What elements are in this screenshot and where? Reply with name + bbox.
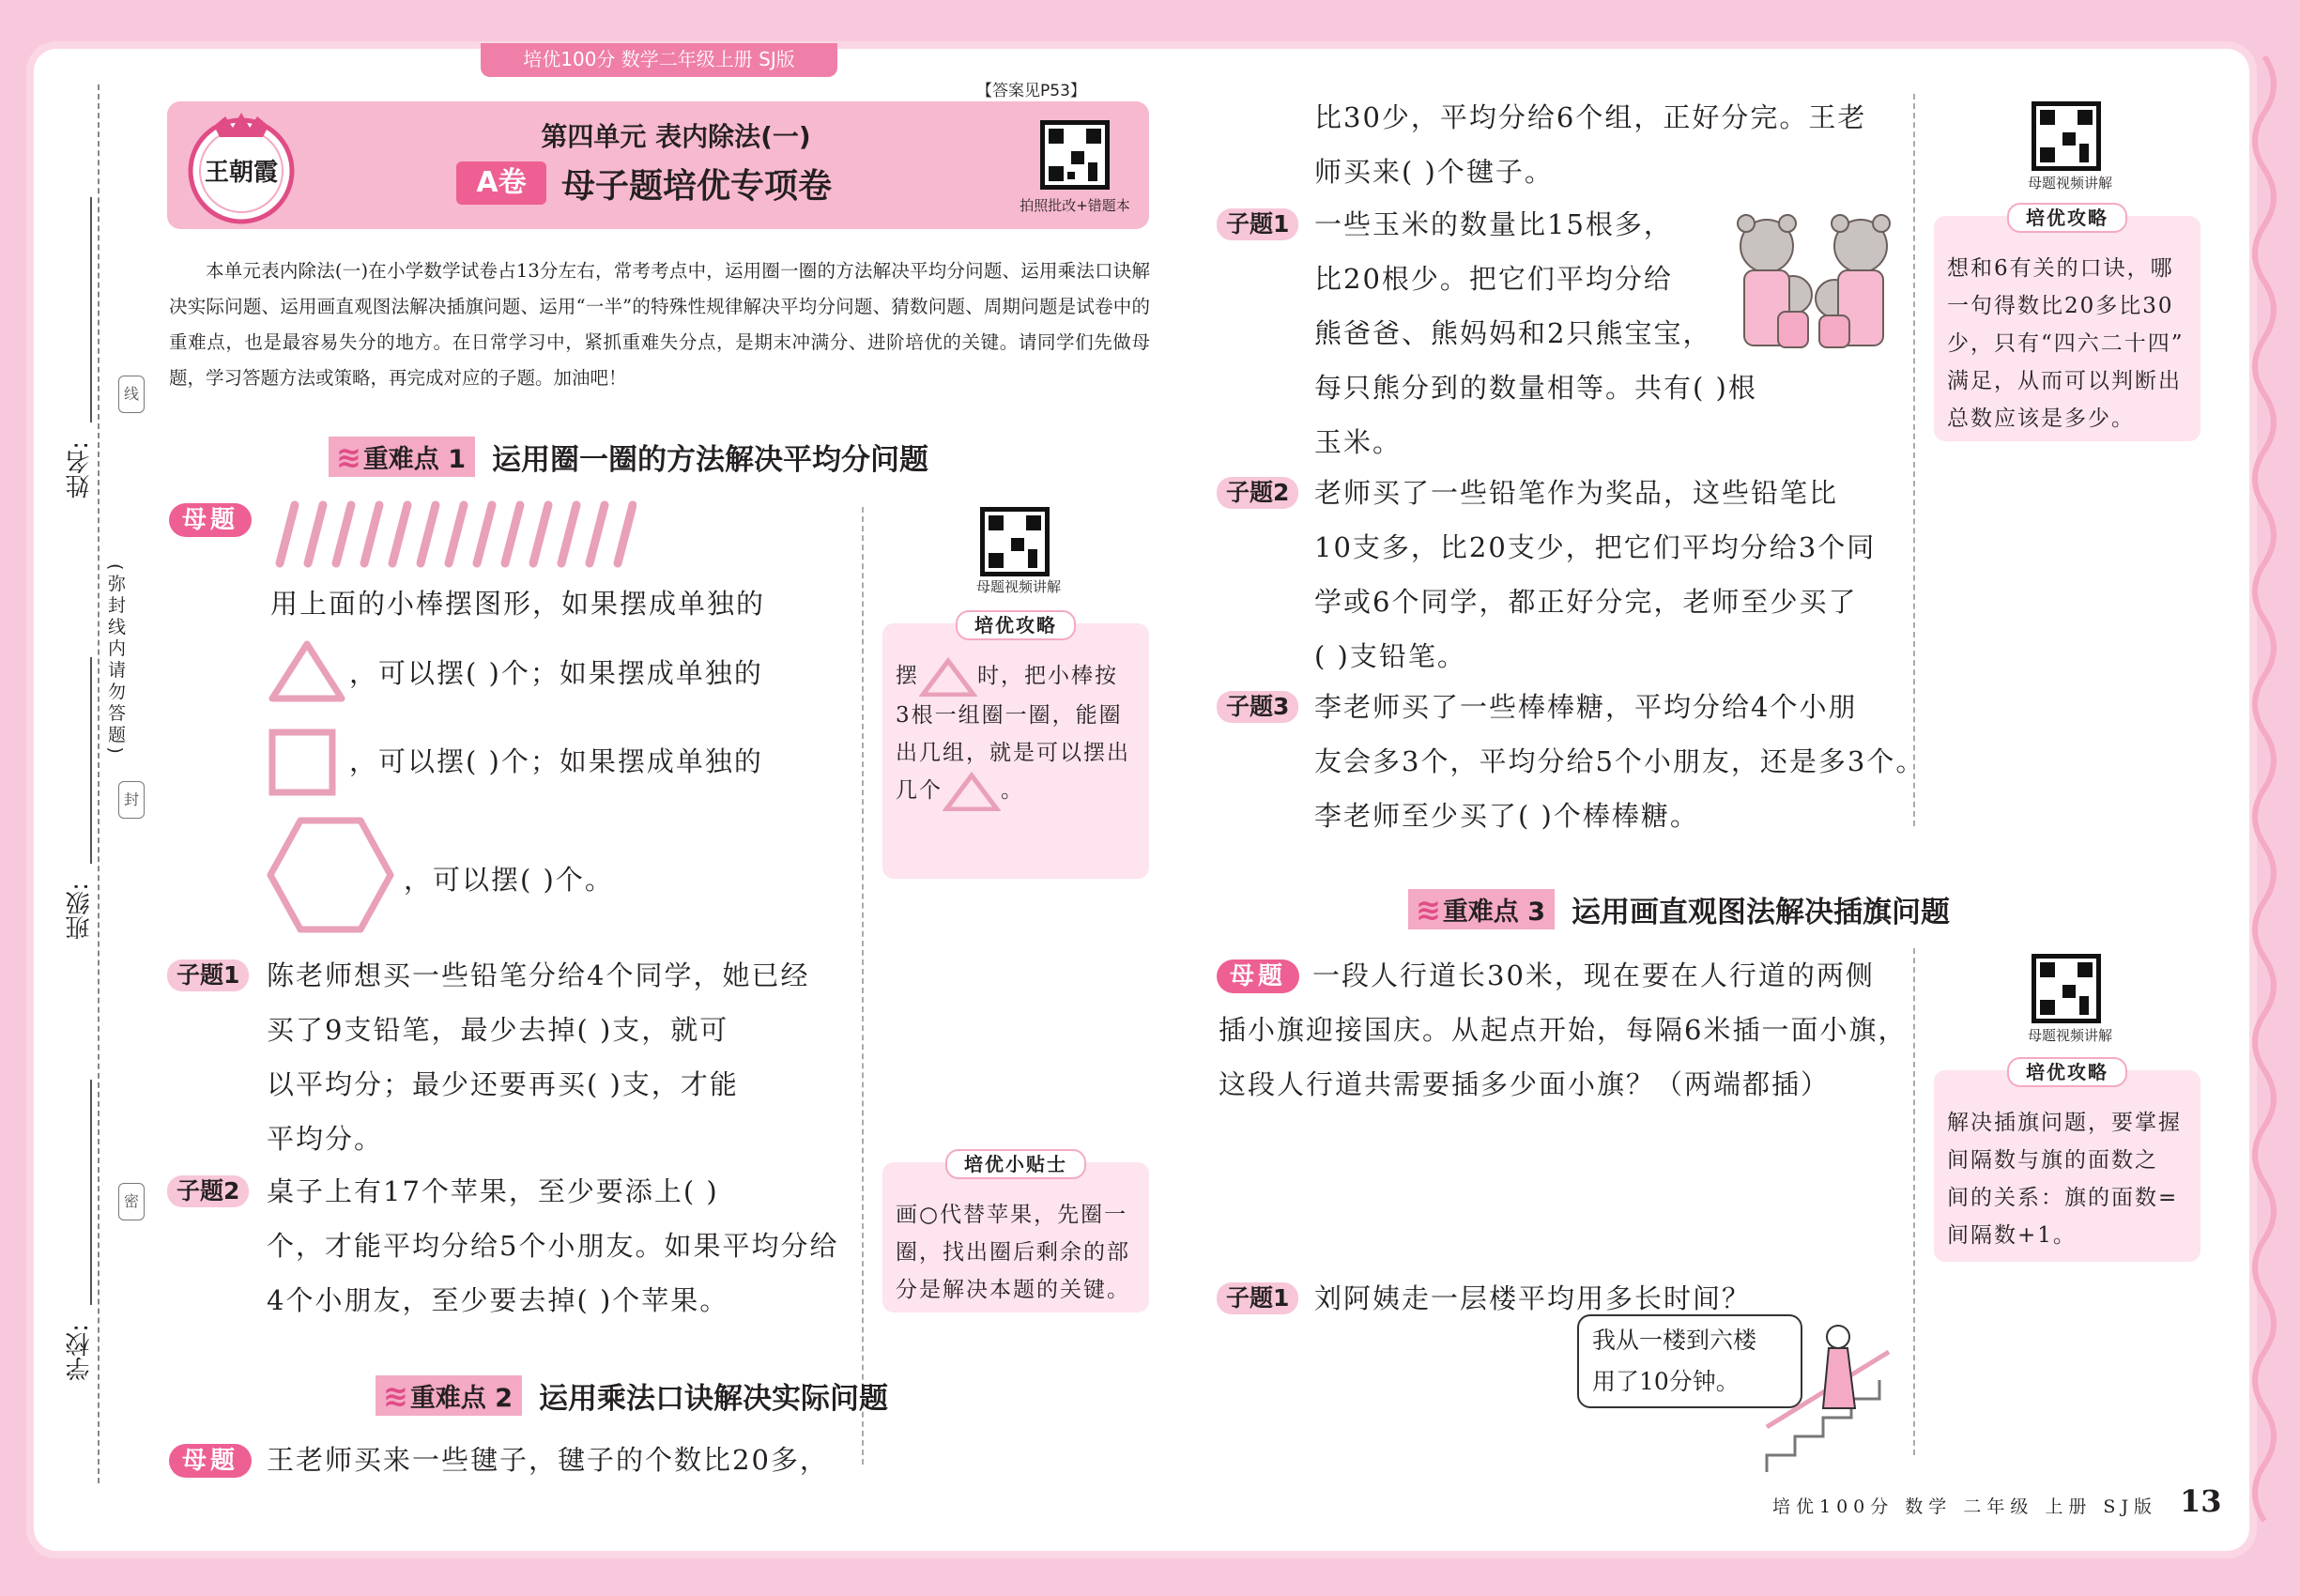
bubble-line: 用了10分钟。	[1592, 1368, 1740, 1395]
tip-line: 一句得数比20多比30	[1947, 294, 2174, 318]
column-divider	[862, 507, 864, 1465]
question-text: 插小旗迎接国庆。从起点开始，每隔6米插一面小旗，	[1219, 1014, 1908, 1046]
school-label: 学校:	[66, 1324, 94, 1381]
wavy-border	[2246, 56, 2283, 1540]
question-text: 一些玉米的数量比15根多，	[1314, 208, 1673, 240]
qr-caption-top: 拍照批改+错题本	[1020, 197, 1130, 214]
question-text: 学或6个同学，都正好分完，老师至少买了	[1314, 586, 1858, 618]
question-text: 刘阿姨走一层楼平均用多长时间？	[1314, 1282, 1752, 1314]
header-tab: 培优100分 数学二年级上册 SJ版	[481, 43, 837, 77]
tip-line: 间隔数+1。	[1947, 1223, 2077, 1248]
sub-question-label: 子题1	[167, 959, 249, 991]
question-text: 这段人行道共需要插多少面小旗？（两端都插）	[1219, 1068, 1831, 1100]
page-number: 13	[2180, 1483, 2222, 1519]
class-blank	[90, 657, 92, 864]
question-text: 老师买了一些铅笔作为奖品，这些铅笔比	[1314, 477, 1839, 509]
question-text: 桌子上有17个苹果，至少要添上( )	[267, 1175, 719, 1207]
answer-reference: 【答案见P53】	[976, 82, 1086, 100]
mother-question-label: 母题	[169, 1444, 252, 1478]
tip-line: 分是解决本题的关键。	[896, 1278, 1130, 1302]
tip-line: 3根一组圈一圈，能圈	[896, 703, 1123, 728]
question-text: 比30少，平均分给6个组，正好分完。王老	[1314, 101, 1867, 133]
question-text: 10支多，比20支少，把它们平均分给3个同	[1314, 531, 1877, 563]
tip-line: 总数应该是多少。	[1947, 407, 2135, 431]
sub-question-label: 子题2	[1217, 477, 1298, 509]
tip-box	[1934, 1061, 2200, 1262]
section-title: 运用画直观图法解决插旗问题	[1572, 896, 1950, 929]
mother-question-label: 母题	[169, 503, 252, 537]
question-text: 以平均分；最少还要再买( )支，才能	[267, 1068, 739, 1100]
question-text: 每只熊分到的数量相等。共有( )根	[1314, 372, 1757, 404]
qr-caption: 母题视频讲解	[975, 578, 1061, 595]
school-blank	[90, 1080, 92, 1305]
question-text: 师买来( )个毽子。	[1314, 156, 1554, 188]
qr-code-icon[interactable]	[2032, 954, 2101, 1023]
question-text: 用上面的小棒摆图形，如果摆成单独的	[270, 588, 766, 620]
triangle-icon	[943, 772, 1001, 811]
question-text: 王老师买来一些毽子，毽子的个数比20多，	[267, 1444, 829, 1476]
qr-code-icon[interactable]	[2032, 101, 2101, 171]
brand-logo	[178, 105, 304, 225]
svg-text:王朝霞: 王朝霞	[204, 159, 279, 187]
intro-paragraph: 本单元表内除法(一)在小学数学试卷占13分左右，常考考点中，运用圈一圈的方法解决平均分问题、运用乘法口诀解决实际问题、运用画直观图法解决插旗问题、运用“一半”的特殊性规律解决平均分问题、猜数问题、周期问题是试卷中的重难点，也是最容易失分的地方。在日常学习中，紧抓重难失分点，是期末冲满分、进阶培优的关键。请同学们先做母题，学习答题方法或策略，再完成对应的子题。加油吧！	[169, 260, 1150, 389]
sticks-illustration	[270, 498, 636, 573]
tip-line: 画○代替苹果，先圈一	[896, 1203, 1128, 1227]
footer-text: 培优100分 数学 二年级 上册 SJ版	[1772, 1496, 2158, 1517]
bear-family-illustration	[1729, 208, 1898, 349]
tip-tag: 培优小贴士	[945, 1149, 1086, 1179]
name-label: 姓名:	[66, 441, 94, 499]
dense-mark: 密	[118, 1183, 145, 1220]
column-divider	[1913, 948, 1915, 1455]
tip-tag: 培优攻略	[956, 610, 1076, 640]
qr-code-icon[interactable]	[1040, 120, 1110, 190]
paper-badge: A卷	[456, 161, 546, 205]
column-divider	[1913, 94, 1915, 826]
qr-caption: 母题视频讲解	[2027, 1027, 2112, 1044]
section-1-heading	[329, 436, 928, 478]
main-title: 母子题培优专项卷	[561, 167, 833, 206]
tip-line: 满足，从而可以判断出	[1947, 369, 2182, 393]
hexagon-icon	[265, 815, 396, 935]
question-text: 熊爸爸、熊妈妈和2只熊宝宝，	[1314, 317, 1712, 349]
section-2-heading	[376, 1374, 888, 1417]
triangle-icon	[919, 657, 977, 697]
question-text: 李老师至少买了( )个棒棒糖。	[1314, 800, 1699, 832]
bubble-line: 我从一楼到六楼	[1592, 1327, 1757, 1354]
tip-tag: 培优攻略	[2007, 203, 2127, 233]
question-text: 陈老师想买一些铅笔分给4个同学，她已经	[267, 959, 810, 991]
unit-title: 第四单元 表内除法(一)	[541, 121, 811, 152]
tip-line: 摆 时，把小棒按	[896, 657, 1136, 697]
sub-question-label: 子题1	[1217, 208, 1298, 240]
square-icon	[267, 727, 338, 798]
section-title: 运用圈一圈的方法解决平均分问题	[492, 443, 928, 477]
section-badge: ≋ 重难点 2	[376, 1375, 522, 1416]
question-text: 玉米。	[1314, 426, 1403, 458]
section-title: 运用乘法口诀解决实际问题	[539, 1382, 888, 1416]
tip-line: 解决插旗问题，要掌握	[1947, 1111, 2182, 1135]
binding-note: (弥封线内请勿答题)	[105, 563, 126, 758]
question-text: 比20根少。把它们平均分给	[1314, 263, 1673, 295]
tip-box	[1934, 207, 2200, 441]
question-text: ，可以摆( )个；如果摆成单独的	[349, 745, 763, 777]
seal-mark: 封	[118, 781, 145, 819]
section-badge: ≋ 重难点 3	[1408, 889, 1555, 929]
tip-line: 想和6有关的口诀，哪	[1947, 256, 2174, 281]
top-border	[0, 0, 2300, 49]
question-text: 4个小朋友，至少要去掉( )个苹果。	[267, 1284, 729, 1316]
tip-box	[882, 1153, 1149, 1312]
question-text: ( )支铅笔。	[1314, 640, 1466, 672]
tip-line: 圈，找出圈后剩余的部	[896, 1240, 1130, 1265]
tip-box	[882, 614, 1149, 879]
qr-code-icon[interactable]	[980, 507, 1050, 576]
tip-line: 间隔数与旗的面数之	[1947, 1148, 2158, 1173]
question-text: 平均分。	[267, 1123, 384, 1155]
question-text: ，可以摆( )个；如果摆成单独的	[349, 657, 763, 689]
tip-line: 几个 。	[896, 772, 1136, 811]
question-text: 李老师买了一些棒棒糖，平均分给4个小朋	[1314, 691, 1858, 723]
class-label: 班级:	[66, 882, 94, 940]
mother-question-label: 母题	[1217, 959, 1299, 993]
stairs-illustration	[1757, 1314, 1898, 1474]
question-text: 一段人行道长30米，现在要在人行道的两侧	[1312, 959, 1875, 991]
question-text: 个，才能平均分给5个小朋友。如果平均分给	[267, 1230, 839, 1262]
qr-caption: 母题视频讲解	[2027, 175, 2112, 192]
question-text: ，可以摆( )个。	[404, 864, 614, 896]
tip-line: 间的关系：旗的面数=	[1947, 1186, 2179, 1210]
name-blank	[90, 197, 92, 422]
triangle-icon	[267, 638, 347, 704]
sub-question-label: 子题1	[1217, 1282, 1298, 1314]
binding-line	[98, 84, 100, 1483]
question-text: 买了9支铅笔，最少去掉( )支，就可	[267, 1014, 729, 1046]
sub-question-label: 子题3	[1217, 691, 1298, 723]
question-text: 友会多3个，平均分给5个小朋友，还是多3个。	[1314, 745, 1925, 777]
line-mark: 线	[118, 376, 145, 413]
tip-tag: 培优攻略	[2007, 1057, 2127, 1087]
sub-question-label: 子题2	[167, 1175, 249, 1207]
section-3-heading	[1408, 888, 1950, 930]
tip-line: 少，只有“四六二十四”	[1947, 331, 2185, 356]
section-badge: ≋ 重难点 1	[329, 437, 475, 477]
tip-line: 出几组，就是可以摆出	[896, 741, 1130, 765]
